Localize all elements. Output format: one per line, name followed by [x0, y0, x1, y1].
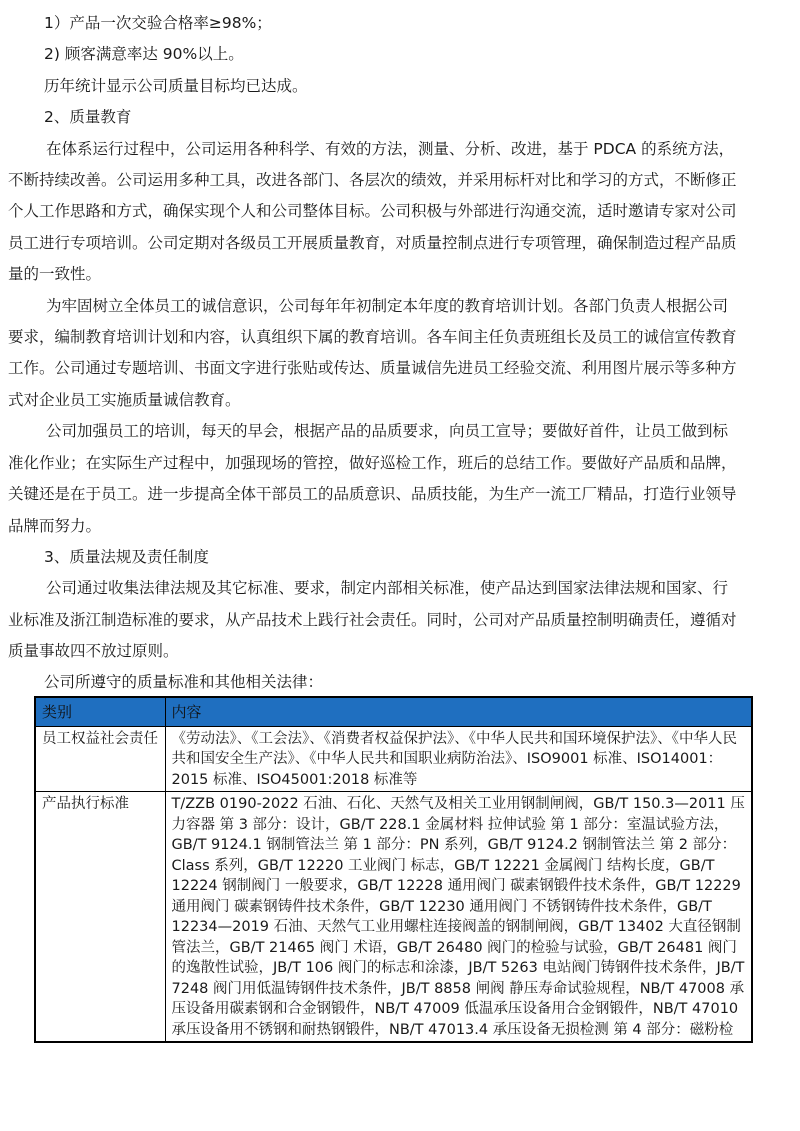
- section-heading-quality-law: 3、质量法规及责任制度: [44, 547, 209, 566]
- table-row: [35, 726, 752, 792]
- table-caption: 公司所遵守的质量标准和其他相关法律：: [44, 672, 324, 691]
- row-content: T/ZZB 0190-2022 石油、石化、天然气及相关工业用钢制闸阀，GB/T 150.3—2011 压力容器 第 3 部分：设计，GB/T 228.1 金属材料 拉伸试验 第 1 部分：室温试验方法，GB/T 9124.1 钢制管法兰 第 1 部分：PN 系列，GB/T 9124.2 钢制管法兰 第 2 部分：Class 系列，GB/T 12220 工业阀门 标志，GB/T 12221 金属阀门 结构长度，GB/T 12224 钢制阀门 一般要求，GB/T 12228 通用阀门 碳素钢锻件技术条件，GB/T 12229 通用阀门 碳素钢铸件技术条件，GB/T 12230 通用阀门 不锈钢铸件技术条件，GB/T 12234—2019 石油、天然气工业用螺柱连接阀盖的钢制闸阀，GB/T 13402 大直径钢制管法兰，GB/T 21465 阀门 术语，GB/T 26480 阀门的检验与试验，GB/T 26481 阀门的逸散性试验，JB/T 106 阀门的标志和涂漆，JB/T 5263 电站阀门铸钢件技术条件，JB/T 7248 阀门用低温铸钢件技术条件，JB/T 8858 闸阀 静压寿命试验规程，NB/T 47008 承压设备用碳素钢和合金钢锻件，NB/T 47009 低温承压设备用合金钢锻件，NB/T 47010 承压设备用不锈钢和耐热钢锻件，NB/T 47013.4 承压设备无损检测 第 4 部分：磁粉检: [165, 792, 752, 1043]
- quality-goal-2: 2) 顾客满意率达 90%以上。: [44, 45, 244, 64]
- header-category: 类别: [35, 697, 165, 727]
- education-paragraph-2: 为牢固树立全体员工的诚信意识，公司每年年初制定本年度的教育培训计划。各部门负责人根据公司要求，编制教育培训计划和内容，认真组织下属的教育培训。各车间主任负责班组长及员工的诚信宣传教育工作。公司通过专题培训、书面文字进行张贴或传达、质量诚信先进员工经验交流、利用图片展示等多种方式对企业员工实施质量诚信教育。: [8, 296, 737, 409]
- quality-goal-1: 1）产品一次交验合格率≥98%；: [44, 14, 272, 32]
- row-category: 员工权益社会责任: [35, 726, 165, 792]
- quality-goal-summary: 历年统计显示公司质量目标均已达成。: [44, 76, 308, 95]
- law-paragraph-1: 公司通过收集法律法规及其它标准、要求，制定内部相关标准，使产品达到国家法律法规和国家、行业标准及浙江制造标准的要求，从产品技术上践行社会责任。同时，公司对产品质量控制明确责任，遵循对质量事故四不放过原则。: [8, 579, 737, 661]
- section-heading-quality-education: 2、质量教育: [44, 108, 132, 127]
- standards-table: [34, 696, 753, 1044]
- education-paragraph-3: 公司加强员工的培训，每天的早会，根据产品的品质要求，向员工宣导；要做好首件，让员工做到标准化作业；在实际生产过程中，加强现场的管控，做好巡检工作，班后的总结工作。要做好产品质和品牌，关键还是在于员工。进一步提高全体干部员工的品质意识、品质技能，为生产一流工厂精品，打造行业领导品牌而努力。: [8, 422, 737, 535]
- row-content: 《劳动法》、《工会法》、《消费者权益保护法》、《中华人民共和国环境保护法》、《中华人民共和国安全生产法》、《中华人民共和国职业病防治法》、ISO9001 标准、ISO14001：2015 标准、ISO45001:2018 标准等: [165, 726, 752, 792]
- table-header-row: [35, 697, 752, 727]
- row-category: 产品执行标准: [35, 792, 165, 1043]
- education-paragraph-1: 在体系运行过程中，公司运用各种科学、有效的方法，测量、分析、改进，基于 PDCA 的系统方法，不断持续改善。公司运用多种工具，改进各部门、各层次的绩效，并采用标杆对比和学习的方式，不断修正个人工作思路和方式，确保实现个人和公司整体目标。公司积极与外部进行沟通交流，适时邀请专家对公司员工进行专项培训。公司定期对各级员工开展质量教育，对质量控制点进行专项管理，确保制造过程产品质量的一致性。: [8, 139, 737, 284]
- header-content: 内容: [165, 697, 752, 727]
- table-row: [35, 792, 752, 1043]
